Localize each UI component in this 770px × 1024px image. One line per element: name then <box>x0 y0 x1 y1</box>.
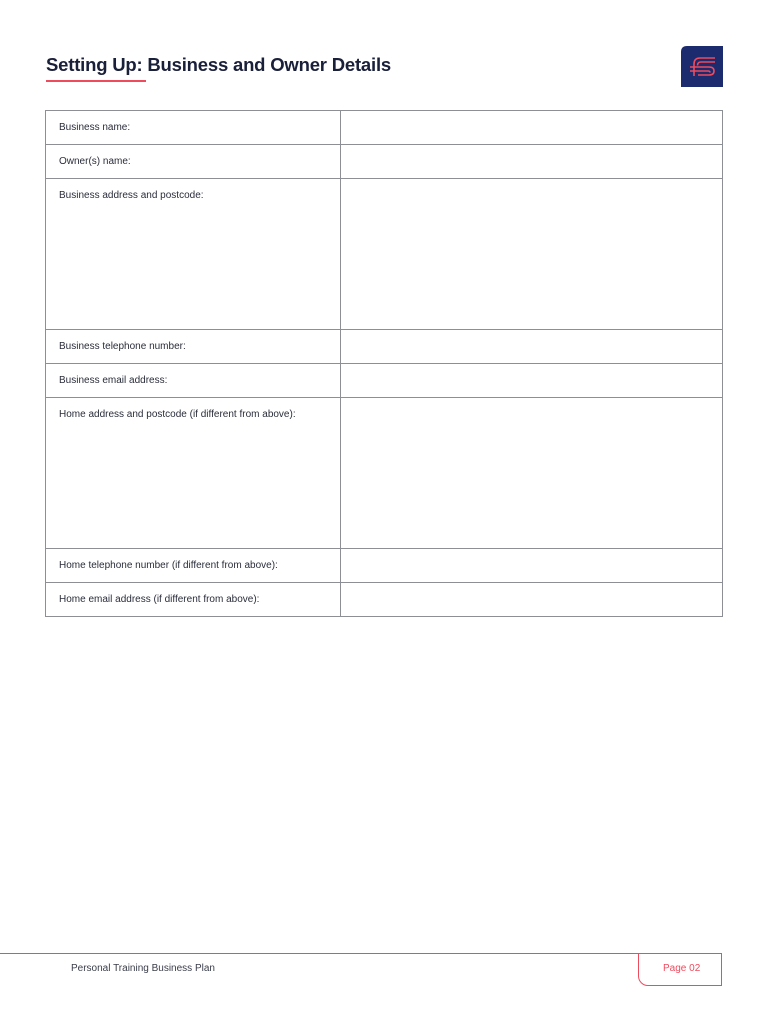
home-address-field-cell <box>341 398 723 549</box>
business-details-form <box>45 110 723 617</box>
home-email-label: Home email address (if different from above): <box>46 583 341 617</box>
business-telephone-label: Business telephone number: <box>46 330 341 364</box>
business-telephone-field[interactable] <box>341 330 722 363</box>
form-row-business-telephone <box>46 330 723 364</box>
home-telephone-field[interactable] <box>341 549 722 582</box>
business-email-field[interactable] <box>341 364 722 397</box>
business-email-label: Business email address: <box>46 364 341 398</box>
form-row-home-address <box>46 398 723 549</box>
home-email-field-cell <box>341 583 723 617</box>
form-row-home-telephone <box>46 549 723 583</box>
business-name-label: Business name: <box>46 111 341 145</box>
footer-document-name: Personal Training Business Plan <box>71 963 215 974</box>
business-name-field[interactable] <box>341 111 722 144</box>
home-address-field[interactable] <box>341 398 722 548</box>
owner-name-label: Owner(s) name: <box>46 145 341 179</box>
page-number: Page 02 <box>663 963 701 974</box>
home-email-field[interactable] <box>341 583 722 616</box>
form-row-business-email <box>46 364 723 398</box>
form-row-business-address <box>46 179 723 330</box>
form-row-home-email <box>46 583 723 617</box>
home-telephone-label: Home telephone number (if different from above): <box>46 549 341 583</box>
page-title: Setting Up: Business and Owner Details <box>46 54 391 75</box>
business-name-field-cell <box>341 111 723 145</box>
footer-divider <box>0 953 640 954</box>
business-address-field[interactable] <box>341 179 722 329</box>
owner-name-field[interactable] <box>341 145 722 178</box>
brand-logo-icon <box>681 46 723 87</box>
business-telephone-field-cell <box>341 330 723 364</box>
form-row-owner-name <box>46 145 723 179</box>
owner-name-field-cell <box>341 145 723 179</box>
business-address-label: Business address and postcode: <box>46 179 341 330</box>
business-address-field-cell <box>341 179 723 330</box>
home-address-label: Home address and postcode (if different from above): <box>46 398 341 549</box>
home-telephone-field-cell <box>341 549 723 583</box>
title-underline <box>46 80 146 82</box>
form-row-business-name <box>46 111 723 145</box>
business-email-field-cell <box>341 364 723 398</box>
